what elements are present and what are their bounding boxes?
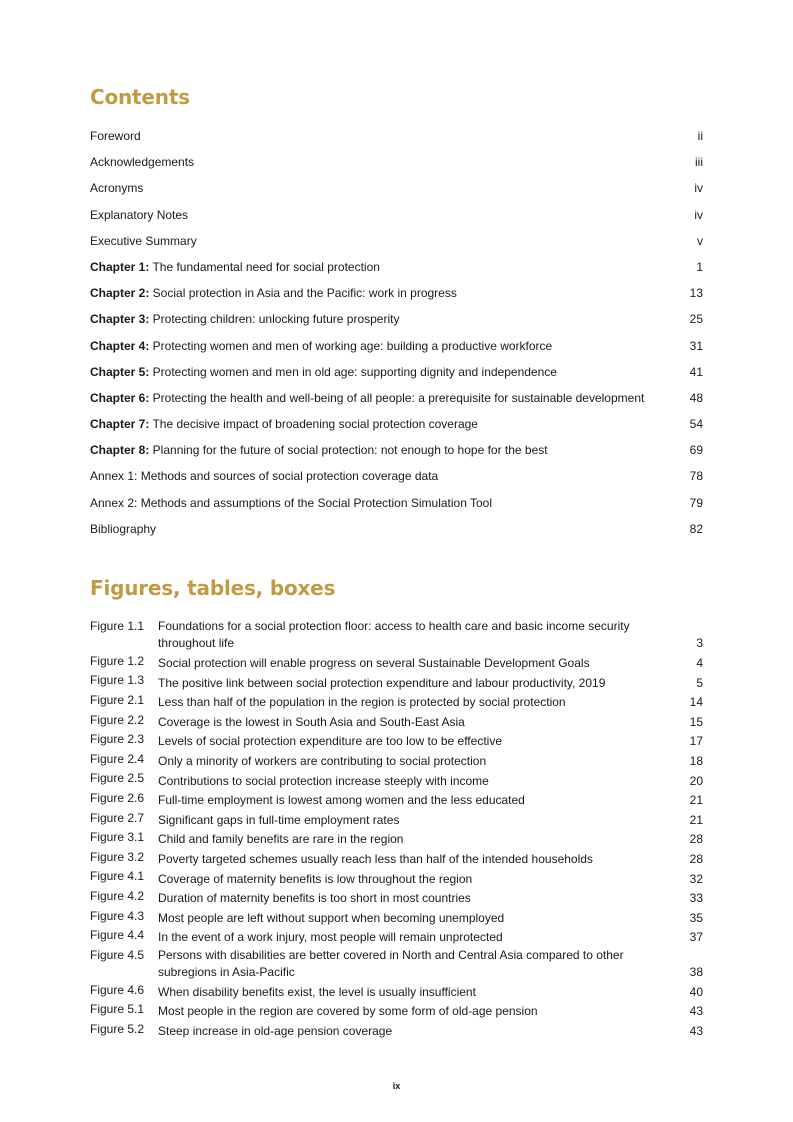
contents-list (90, 126, 703, 545)
figure-entry[interactable] (90, 810, 703, 830)
figure-number: Figure 4.5 (90, 947, 145, 962)
figure-entry[interactable] (90, 692, 703, 712)
chapter-number: Chapter 8: (90, 443, 150, 458)
contents-entry-page: iii (695, 155, 703, 170)
figure-title: Poverty targeted schemes usually reach less than half of the intended households (158, 851, 593, 866)
figure-number: Figure 5.1 (90, 1002, 145, 1017)
figure-title: Significant gaps in full-time employment rates (158, 812, 400, 827)
contents-entry-title (90, 440, 548, 460)
figure-page: 28 (689, 832, 703, 847)
contents-entry-title (90, 231, 197, 251)
figure-title: Steep increase in old-age pension coverage (158, 1023, 393, 1038)
figure-page: 38 (689, 965, 703, 980)
contents-entry-title (90, 362, 557, 382)
figure-page: 21 (689, 793, 703, 808)
figure-number: Figure 4.4 (90, 928, 145, 943)
figure-number: Figure 2.2 (90, 712, 145, 727)
contents-entry-page: 48 (689, 390, 703, 405)
figure-number: Figure 4.6 (90, 982, 145, 997)
contents-entry[interactable] (90, 336, 703, 362)
contents-entry[interactable] (90, 257, 703, 283)
figure-title: Most people in the region are covered by some form of old-age pension (158, 1004, 538, 1019)
figure-title: Child and family benefits are rare in the region (158, 832, 404, 847)
contents-entry-title (90, 257, 380, 277)
figure-page: 5 (696, 675, 703, 690)
figure-page: 43 (689, 1004, 703, 1019)
chapter-number: Chapter 7: (90, 417, 150, 432)
contents-entry-title (90, 178, 143, 198)
contents-entry-page: 54 (689, 417, 703, 432)
figure-title: Coverage is the lowest in South Asia and South-East Asia (158, 714, 465, 729)
chapter-number: Chapter 3: (90, 312, 150, 327)
contents-entry-page: 82 (689, 521, 703, 536)
figure-title: Levels of social protection expenditure are too low to be effective (158, 734, 502, 749)
chapter-number: Chapter 4: (90, 338, 150, 353)
contents-entry[interactable] (90, 519, 703, 545)
figure-title: The positive link between social protection expenditure and labour productivity, 2019 (158, 675, 606, 690)
figure-page: 18 (689, 753, 703, 768)
contents-entry-text: Protecting children: unlocking future prosperity (149, 312, 400, 327)
figure-title: Most people are left without support when becoming unemployed (158, 910, 505, 925)
contents-entry[interactable] (90, 466, 703, 492)
figure-entry[interactable] (90, 947, 703, 982)
contents-entry[interactable] (90, 205, 703, 231)
figure-title: Social protection will enable progress on several Sustainable Development Goals (158, 656, 590, 670)
contents-entry[interactable] (90, 362, 703, 388)
figure-page: 28 (689, 851, 703, 866)
contents-entry-title (90, 466, 438, 486)
figure-page: 37 (689, 930, 703, 945)
contents-entry-title (90, 283, 457, 303)
contents-entry-page: 1 (696, 259, 703, 274)
figure-page: 20 (689, 773, 703, 788)
figure-number: Figure 2.3 (90, 732, 145, 747)
contents-entry-title (90, 493, 492, 513)
figure-entry[interactable] (90, 849, 703, 869)
contents-entry-page: v (697, 233, 703, 248)
figure-page: 35 (689, 910, 703, 925)
figure-entry[interactable] (90, 790, 703, 810)
figure-page: 40 (689, 984, 703, 999)
figure-title: Foundations for a social protection floor: access to health care and basic income security throughout life (158, 619, 630, 651)
figure-entry[interactable] (90, 618, 703, 653)
contents-entry-title (90, 126, 141, 146)
figure-title: In the event of a work injury, most people will remain unprotected (158, 930, 503, 945)
figure-title: Duration of maternity benefits is too short in most countries (158, 891, 471, 906)
contents-entry-text: Annex 1: Methods and sources of social protection coverage data (90, 469, 439, 484)
figure-title: Less than half of the population in the region is protected by social protection (158, 695, 566, 710)
figure-number: Figure 2.4 (90, 751, 145, 766)
figure-page: 15 (689, 714, 703, 729)
figure-entry[interactable] (90, 908, 703, 928)
figure-title: Coverage of maternity benefits is low throughout the region (158, 871, 473, 886)
contents-entry-text: Social protection in Asia and the Pacific: work in progress (149, 286, 457, 301)
chapter-number: Chapter 6: (90, 390, 150, 405)
figure-number: Figure 1.3 (90, 673, 145, 688)
contents-entry-text: Protecting women and men in old age: supporting dignity and independence (149, 364, 557, 379)
figure-title: Only a minority of workers are contributing to social protection (158, 753, 487, 768)
contents-entry-page: iv (694, 181, 703, 196)
figure-page: 33 (689, 891, 703, 906)
contents-entry[interactable] (90, 440, 703, 466)
figure-entry[interactable] (90, 751, 703, 771)
figure-entry[interactable] (90, 982, 703, 1002)
figure-number: Figure 5.2 (90, 1021, 145, 1036)
figure-entry[interactable] (90, 868, 703, 888)
figure-entry[interactable] (90, 888, 703, 908)
contents-entry-page: 78 (689, 469, 703, 484)
contents-entry-title (90, 336, 552, 356)
contents-entry[interactable] (90, 283, 703, 309)
figure-number: Figure 3.2 (90, 849, 145, 864)
figure-entry[interactable] (90, 653, 703, 673)
contents-entry[interactable] (90, 309, 703, 335)
figure-entry[interactable] (90, 672, 703, 692)
figure-number: Figure 2.5 (90, 771, 145, 786)
figure-page: 21 (689, 812, 703, 827)
figure-entry[interactable] (90, 829, 703, 849)
contents-entry-page: 31 (689, 338, 703, 353)
figures-heading: Figures, tables, boxes (90, 576, 336, 600)
figure-number: Figure 1.1 (90, 619, 145, 633)
figure-number: Figure 2.6 (90, 790, 145, 805)
contents-entry-page: 13 (689, 286, 703, 301)
contents-entry-text: The decisive impact of broadening social protection coverage (149, 417, 478, 432)
figure-page: 14 (689, 695, 703, 710)
figure-entry[interactable] (90, 712, 703, 732)
contents-entry-text: Explanatory Notes (90, 207, 189, 222)
figure-title: Contributions to social protection increase steeply with income (158, 773, 489, 788)
chapter-number: Chapter 2: (90, 286, 150, 301)
contents-heading: Contents (90, 85, 190, 109)
figure-entry[interactable] (90, 731, 703, 751)
figure-number: Figure 4.3 (90, 908, 145, 923)
contents-entry-page: 25 (689, 312, 703, 327)
contents-entry[interactable] (90, 231, 703, 257)
figure-entry[interactable] (90, 1001, 703, 1021)
contents-entry-page: iv (694, 207, 703, 222)
contents-entry-title (90, 519, 156, 539)
figure-page: 43 (689, 1023, 703, 1038)
contents-entry-title (90, 388, 644, 408)
contents-entry[interactable] (90, 126, 703, 152)
contents-entry-page: ii (697, 129, 703, 143)
figure-page: 32 (689, 871, 703, 886)
figure-entry[interactable] (90, 927, 703, 947)
contents-entry-text: Acronyms (90, 181, 144, 196)
contents-entry-page: 41 (689, 364, 703, 379)
contents-entry-text: Annex 2: Methods and assumptions of the Social Protection Simulation Tool (90, 495, 493, 510)
page-number: ix (392, 1081, 401, 1091)
contents-entry[interactable] (90, 493, 703, 519)
contents-entry-page: 79 (689, 495, 703, 510)
contents-entry-text: Executive Summary (90, 233, 197, 248)
contents-entry-text: Planning for the future of social protection: not enough to hope for the best (149, 443, 548, 458)
figure-page: 3 (696, 636, 703, 651)
contents-entry[interactable] (90, 152, 703, 178)
figure-number: Figure 1.2 (90, 653, 145, 668)
contents-entry-text: The fundamental need for social protection (149, 259, 380, 274)
figure-page: 4 (696, 656, 703, 670)
contents-entry-text: Protecting the health and well-being of all people: a prerequisite for sustainable development (149, 390, 645, 405)
figure-number: Figure 3.1 (90, 830, 145, 845)
figure-title: Full-time employment is lowest among women and the less educated (158, 793, 525, 808)
contents-entry-text: Protecting women and men of working age: building a productive workforce (149, 338, 553, 353)
chapter-number: Chapter 1: (90, 259, 150, 274)
contents-entry-title (90, 414, 478, 434)
contents-entry-text: Bibliography (90, 521, 157, 536)
figures-list (90, 618, 703, 1040)
chapter-number: Chapter 5: (90, 364, 150, 379)
figure-title: When disability benefits exist, the level is usually insufficient (158, 984, 476, 999)
contents-entry-title (90, 309, 399, 329)
contents-entry[interactable] (90, 414, 703, 440)
figure-entry[interactable] (90, 770, 703, 790)
contents-entry-text: Foreword (90, 129, 141, 143)
figure-entry[interactable] (90, 1021, 703, 1041)
figure-number: Figure 2.1 (90, 693, 145, 707)
contents-entry-title (90, 205, 188, 225)
contents-entry[interactable] (90, 388, 703, 414)
figure-page: 17 (689, 734, 703, 749)
figure-title: Persons with disabilities are better covered in North and Central Asia compared to other subregions in Asia-Pacific (158, 947, 624, 980)
contents-entry-title (90, 152, 194, 172)
contents-entry[interactable] (90, 178, 703, 204)
figure-number: Figure 4.1 (90, 869, 145, 884)
figure-number: Figure 4.2 (90, 888, 145, 903)
contents-entry-page: 69 (689, 443, 703, 458)
contents-entry-text: Acknowledgements (90, 155, 195, 170)
figure-number: Figure 2.7 (90, 810, 145, 825)
